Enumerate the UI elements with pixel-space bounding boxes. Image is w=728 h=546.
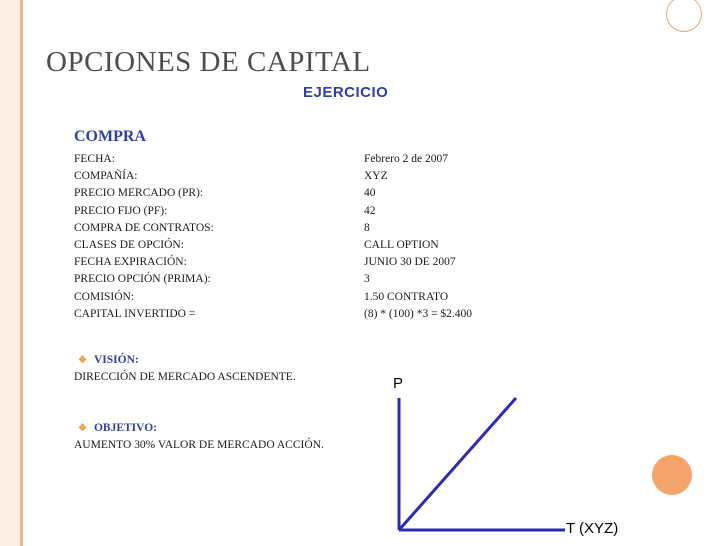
detail-value: JUNIO 30 DE 2007 (364, 256, 456, 269)
detail-label: CLASES DE OPCIÓN: (74, 239, 184, 252)
detail-row (74, 271, 524, 288)
purchase-heading: COMPRA (74, 128, 146, 145)
vision-heading-text: VISIÓN: (93, 354, 139, 366)
graph-x-axis-label: T (XYZ) (566, 520, 619, 537)
detail-label: PRECIO OPCIÓN (PRIMA): (74, 273, 211, 286)
purchase-details (74, 151, 524, 323)
slide-subtitle: EJERCICIO (303, 84, 389, 101)
detail-value: CALL OPTION (364, 239, 439, 252)
detail-row (74, 203, 524, 220)
detail-label: PRECIO MERCADO (PR): (74, 187, 204, 200)
detail-value: 1.50 CONTRATO (364, 290, 449, 303)
graph-trend-line (399, 398, 516, 530)
price-graph (390, 396, 570, 536)
detail-value: 42 (364, 204, 376, 217)
detail-value: 8 (364, 221, 370, 234)
detail-row (74, 237, 524, 254)
detail-value: Febrero 2 de 2007 (364, 153, 448, 165)
objective-text: AUMENTO 30% VALOR DE MERCADO ACCIÓN. (74, 439, 324, 451)
slide-left-rule (20, 0, 23, 546)
slide-left-border (0, 0, 20, 546)
detail-row (74, 289, 524, 306)
detail-label: COMPRA DE CONTRATOS: (74, 221, 214, 234)
diamond-bullet-icon: ❖ (78, 422, 87, 434)
detail-label: PRECIO FIJO (PF): (74, 204, 168, 217)
detail-value: 40 (364, 187, 376, 200)
detail-label: CAPITAL INVERTIDO = (74, 307, 196, 320)
detail-value: 3 (364, 273, 370, 286)
detail-label: COMPAÑÍA: (74, 170, 138, 183)
detail-value: XYZ (364, 170, 388, 183)
slide-title: OPCIONES DE CAPITAL (46, 46, 371, 78)
objective-heading-text: OBJETIVO: (93, 422, 157, 434)
diamond-bullet-icon: ❖ (78, 354, 87, 366)
detail-row (74, 254, 524, 271)
detail-row (74, 220, 524, 237)
detail-label: FECHA EXPIRACIÓN: (74, 256, 187, 269)
decorative-circle-top (666, 0, 702, 32)
detail-label: FECHA: (74, 153, 115, 165)
detail-row (74, 306, 524, 323)
detail-label: COMISIÓN: (74, 290, 135, 303)
detail-row (74, 151, 524, 168)
detail-row (74, 168, 524, 185)
vision-heading (78, 354, 139, 366)
objective-heading (78, 422, 157, 434)
graph-y-axis-label: P (393, 375, 404, 392)
decorative-circle-bottom (652, 455, 692, 495)
detail-value: (8) * (100) *3 = $2.400 (364, 307, 473, 320)
vision-text: DIRECCIÓN DE MERCADO ASCENDENTE. (74, 371, 296, 383)
detail-row (74, 185, 524, 202)
